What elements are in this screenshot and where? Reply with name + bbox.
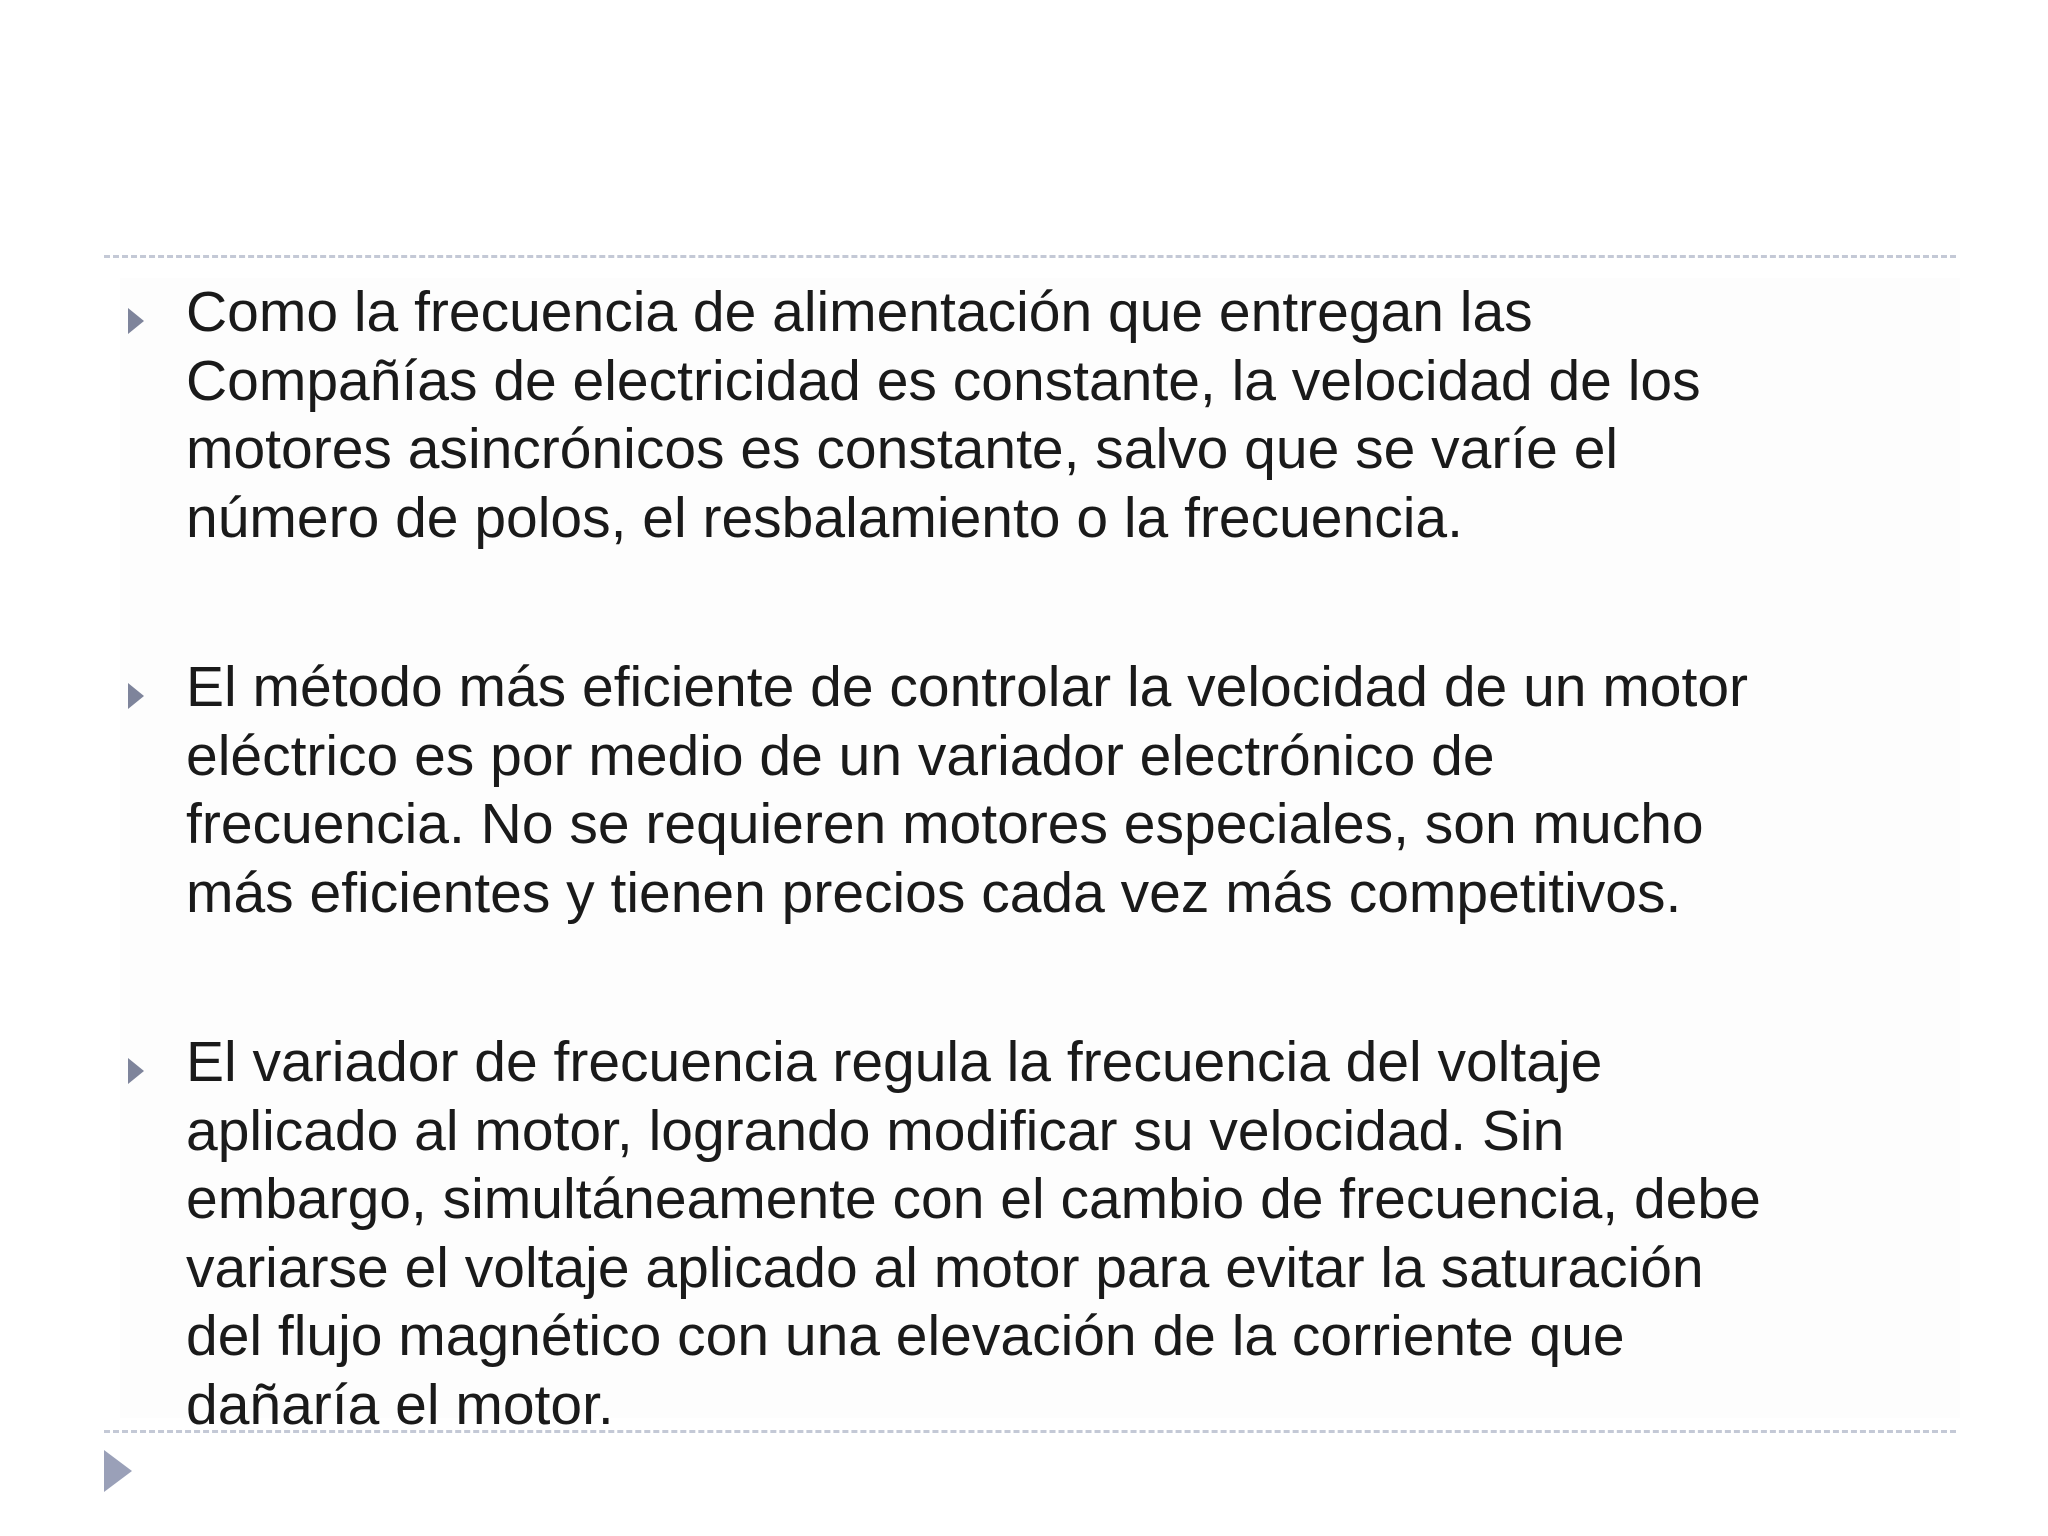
footer-arrow-icon [104,1450,132,1492]
bullet-arrow-icon [128,308,144,334]
bottom-dashed-divider [104,1430,1956,1433]
slide-body [120,278,1960,1437]
bullet-arrow-icon [128,1058,144,1084]
bullet-text: El variador de frecuencia regula la frecuencia del voltaje aplicado al motor, logrando modificar su velocidad. Sin embargo, simultáneamente con el cambio de frecuencia, debe variarse el voltaje aplicado al motor para evitar la saturación del flujo magnético con una elevación de la corriente que dañaría el motor. [186,1030,1761,1437]
bullet-text: El método más eficiente de controlar la velocidad de un motor eléctrico es por medio de un variador electrónico de frecuencia. No se requieren motores especiales, son mucho más eficientes y tienen precios cada vez más competitivos. [186,655,1749,925]
bullet-arrow-icon [128,683,144,709]
top-dashed-divider [104,255,1956,258]
bullet-text: Como la frecuencia de alimentación que entregan las Compañías de electricidad es constante, la velocidad de los motores asincrónicos es constante, salvo que se varíe el número de polos, el resbalamiento o la frecuencia. [186,280,1701,550]
